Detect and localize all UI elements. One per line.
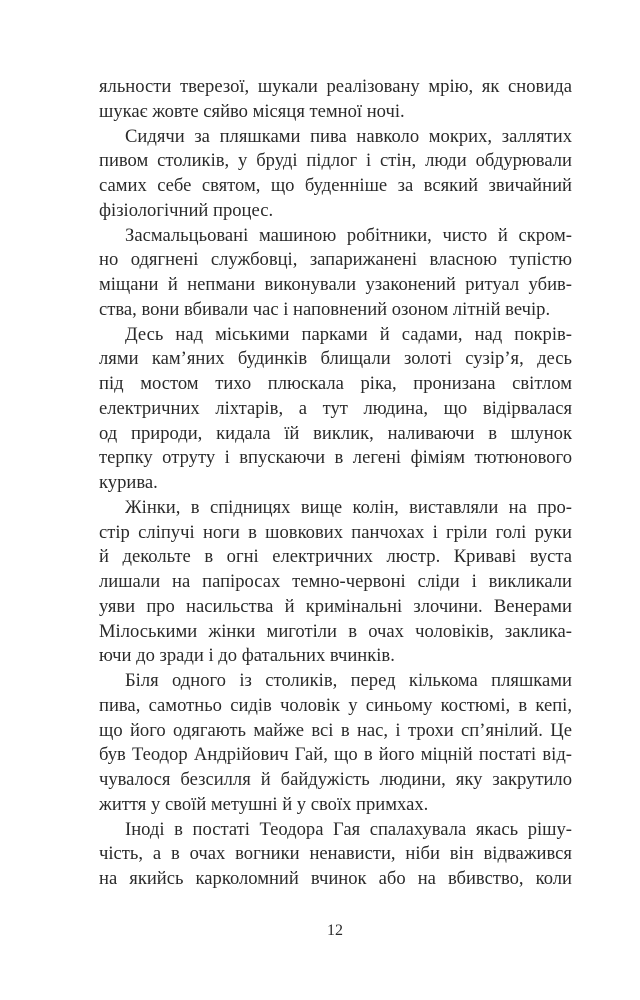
text-line: ючи до зради і до фатальних вчинків. (99, 645, 395, 667)
text-line: Засмальцьовані машиною робітники, чисто й скром- (125, 224, 572, 246)
text-line: Десь над міськими парками й садами, над покрів- (125, 323, 572, 345)
text-line: міщани й непмани виконували узаконений ритуал убив- (99, 274, 572, 295)
text-line: життя у своїй метушні й у своїх примхах. (99, 793, 429, 815)
text-line: під мостом тихо плюскала ріка, пронизана світлом (99, 373, 572, 394)
text-line: терпку отруту і впускаючи в легені фіміям тютюнового (99, 447, 572, 469)
text-line: був Теодор Андрійович Гай, що в його міцній постаті від- (99, 744, 572, 766)
text-line: Біля одного із столиків, перед кількома пляшками (125, 670, 572, 691)
text-line: чість, а в очах вогники ненависти, ніби він відважився (99, 843, 572, 865)
text-line: й декольте в огні електричних люстр. Криваві вуста (99, 546, 572, 568)
text-line: од природи, кидала їй виклик, наливаючи в шлунок (99, 422, 572, 444)
text-line: електричних ліхтарів, а тут людина, що відірвалася (99, 397, 572, 419)
text-line: Мілоськими жінки миготіли в очах чоловіків, заклика- (99, 620, 572, 642)
text-line: курива. (99, 472, 158, 493)
text-line: пива, самотньо сидів чоловік у синьому костюмі, в кепі, (99, 694, 572, 716)
text-line: лишали на папіросах темно-червоні сліди і викликали (99, 571, 572, 592)
text-line: лями кам’яних будинків блищали золоті сузір’я, десь (99, 348, 572, 370)
text-line: шукає жовте сяйво місяця темної ночі. (99, 100, 405, 122)
text-line: що його одягають майже всі в нас, і трохи сп’янілий. Це (99, 719, 572, 741)
text-line: Іноді в постаті Теодора Гая спалахувала якась рішу- (125, 818, 572, 840)
text-line: но одягнені службовці, запарижанені власною тупістю (99, 249, 572, 271)
text-line: пивом столиків, у бруді підлог і стін, люди обдурювали (99, 150, 572, 172)
text-line: ства, вони вбивали час і наповнений озоном літній вечір. (99, 298, 551, 320)
text-line: фізіологічний процес. (99, 199, 274, 221)
text-line: Жінки, в спідницях вище колін, виставляли на про- (125, 496, 572, 518)
text-line: Сидячи за пляшками пива навколо мокрих, заллятих (125, 125, 572, 147)
page-number: 12 (327, 922, 343, 939)
text-line: на якийсь карколомний вчинок або на вбивство, коли (99, 868, 572, 889)
text-line: уяви про насильства й кримінальні злочини. Венерами (99, 595, 572, 617)
text-line: яльности тверезої, шукали реалізовану мрію, як сновида (99, 76, 572, 97)
text-line: стір сліпучі ноги в шовкових панчохах і гріли голі руки (99, 521, 572, 543)
text-line: самих себе святом, що буденніше за всякий звичайний (99, 175, 572, 196)
text-line: чувалося безсилля й байдужість людини, яку закрутило (99, 769, 572, 790)
